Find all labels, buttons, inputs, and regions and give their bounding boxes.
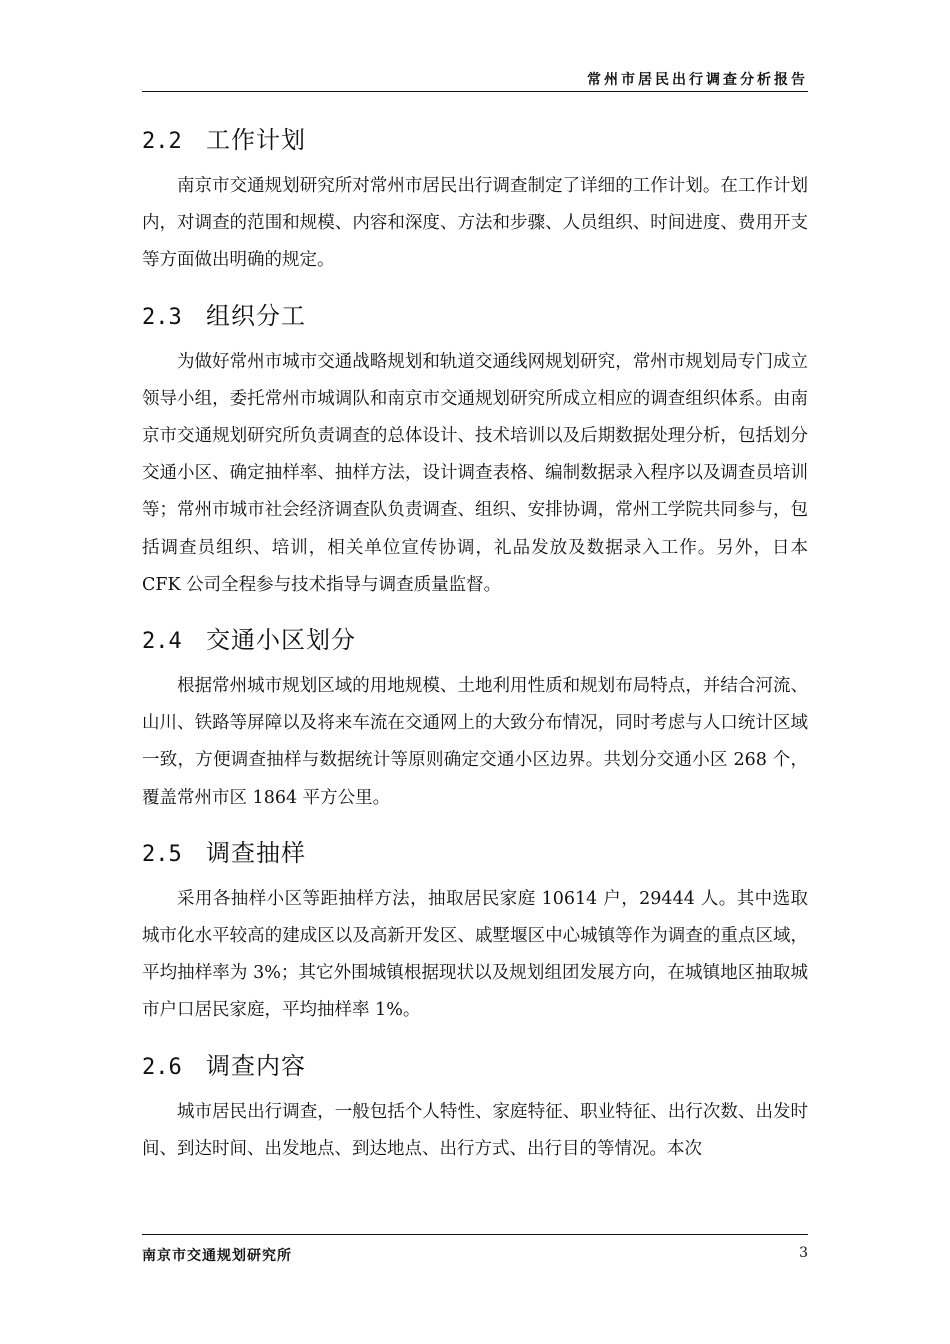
section-number: 2.5 <box>142 841 182 867</box>
section-paragraph: 根据常州城市规划区域的用地规模、土地利用性质和规划布局特点，并结合河流、山川、铁路等屏障以及将来车流在交通网上的大致分布情况，同时考虑与人口统计区域一致，方便调查抽样与数据统计等原则确定交通小区边界。共划分交通小区 268 个，覆盖常州市区 1864 平方公里。 <box>142 676 808 808</box>
section-heading <box>142 1038 808 1094</box>
section-2-3 <box>142 288 808 604</box>
section-heading <box>142 612 808 668</box>
section-number: 2.2 <box>142 129 182 154</box>
section-paragraph: 城市居民出行调查，一般包括个人特性、家庭特征、职业特征、出行次数、出发时间、到达时间、出发地点、到达地点、出行方式、出行目的等情况。本次 <box>142 1101 808 1159</box>
section-number: 2.6 <box>142 1054 182 1080</box>
section-paragraph: 采用各抽样小区等距抽样方法，抽取居民家庭 10614 户，29444 人。其中选取城市化水平较高的建成区以及高新开发区、戚墅堰区中心城镇等作为调查的重点区域，平均抽样率为 3%；其它外围城镇根据现状以及规划组团发展方向，在城镇地区抽取城市户口居民家庭，平均抽样率 1%。 <box>142 888 808 1021</box>
footer-rule <box>142 1234 808 1235</box>
footer-organization: 南京市交通规划研究所 <box>142 1248 292 1264</box>
section-title: 工作计划 <box>206 126 306 154</box>
section-title: 组织分工 <box>206 301 306 330</box>
running-header-title: 常州市居民出行调查分析报告 <box>587 72 808 88</box>
section-number: 2.3 <box>142 304 182 330</box>
document-body <box>142 112 808 1176</box>
section-heading <box>142 288 808 344</box>
header-rule <box>142 91 808 92</box>
page-number: 3 <box>799 1245 808 1261</box>
section-2-4 <box>142 612 808 817</box>
section-paragraph: 为做好常州市城市交通战略规划和轨道交通线网规划研究，常州市规划局专门成立领导小组，委托常州市城调队和南京市交通规划研究所成立相应的调查组织体系。由南京市交通规划研究所负责调查的总体设计、技术培训以及后期数据处理分析，包括划分交通小区、确定抽样率、抽样方法，设计调查表格、编制数据录入程序以及调查员培训等；常州市城市社会经济调查队负责调查、组织、安排协调，常州工学院共同参与，包括调查员组织、培训，相关单位宣传协调，礼品发放及数据录入工作。另外，日本 CFK 公司全程参与技术指导与调查质量监督。 <box>142 351 808 595</box>
section-2-2 <box>142 112 808 280</box>
section-title: 调查内容 <box>206 1051 306 1080</box>
section-title: 调查抽样 <box>206 838 306 867</box>
section-2-6 <box>142 1038 808 1168</box>
section-paragraph: 南京市交通规划研究所对常州市居民出行调查制定了详细的工作计划。在工作计划内，对调查的范围和规模、内容和深度、方法和步骤、人员组织、时间进度、费用开支等方面做出明确的规定。 <box>142 176 808 271</box>
section-title: 交通小区划分 <box>206 626 356 655</box>
section-2-5 <box>142 825 808 1030</box>
section-number: 2.4 <box>142 629 182 655</box>
section-heading <box>142 825 808 881</box>
section-heading <box>142 112 808 168</box>
